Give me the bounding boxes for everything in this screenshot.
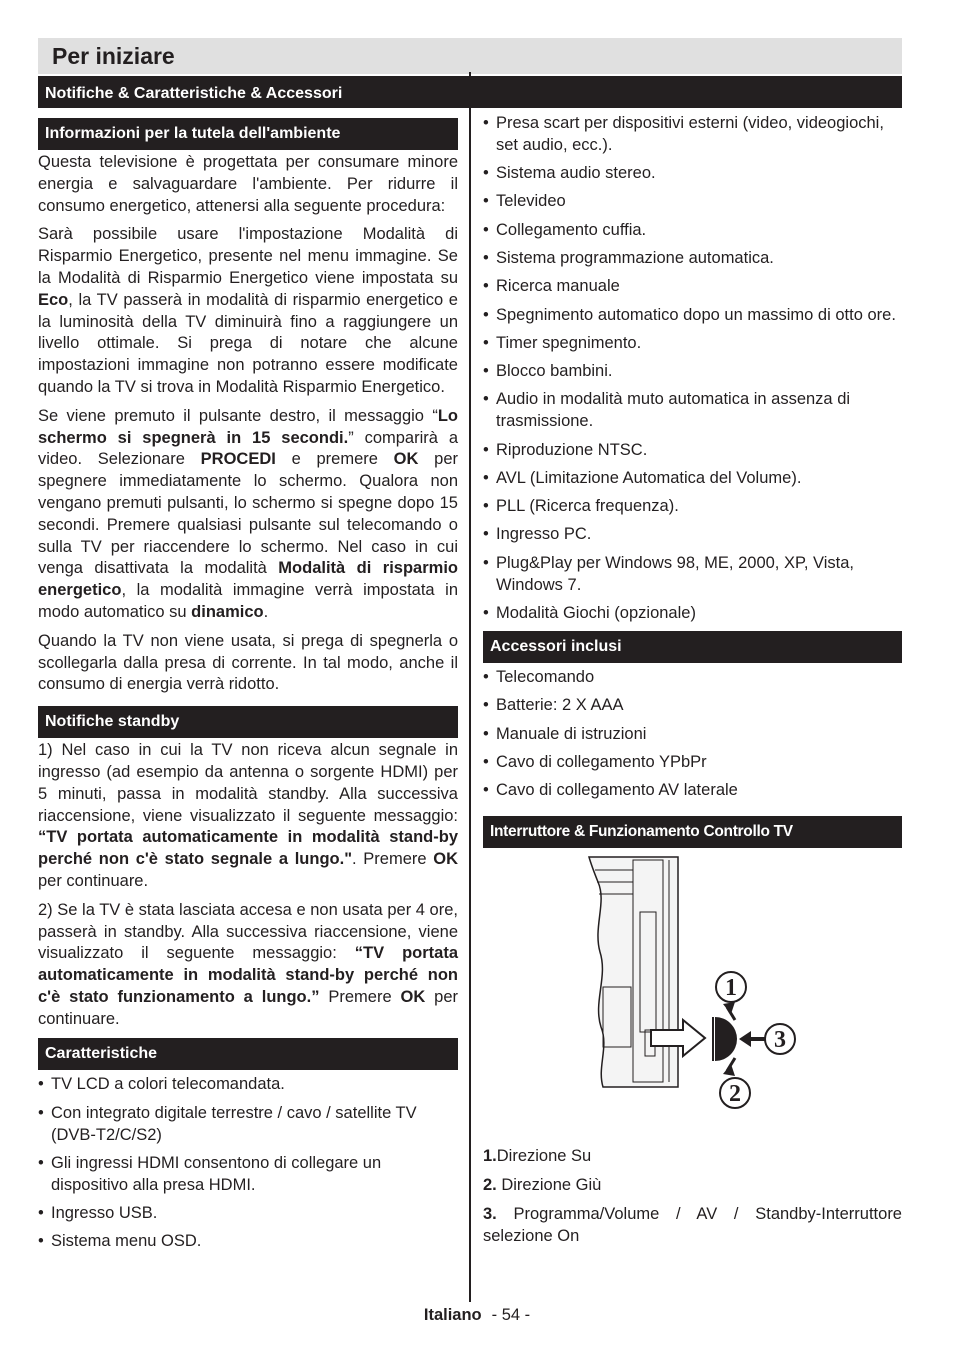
list-item: • AVL (Limitazione Automatica del Volume).: [483, 468, 902, 490]
list-item: • Sistema audio stereo.: [483, 163, 902, 185]
list-item: • Presa scart per dispositivi esterni (video, videogiochi, set audio, ecc.).: [483, 113, 902, 157]
list-item: • Ingresso PC.: [483, 524, 902, 546]
list-item: • Collegamento cuffia.: [483, 220, 902, 242]
title-bar: [38, 38, 902, 74]
column-divider: [469, 72, 471, 1302]
env-paragraph-4: Quando la TV non viene usata, si prega di spegnerla o scollegarla dalla presa di corrente. In tal modo, anche il consumo di energia verrà ridotto.: [38, 631, 458, 694]
label-1: 1: [725, 975, 737, 1002]
list-item: • Sistema menu OSD.: [38, 1231, 458, 1253]
accessories-list: [483, 667, 902, 802]
list-item: • Blocco bambini.: [483, 361, 902, 383]
list-item: • Ingresso USB.: [38, 1203, 458, 1225]
list-item: • Telecomando: [483, 667, 902, 689]
label-3: 3: [774, 1027, 786, 1054]
list-item: • TV LCD a colori telecomandata.: [38, 1074, 458, 1096]
page-number: - 54 -: [491, 1306, 531, 1324]
left-column: [38, 118, 458, 1260]
section-band-label: Notifiche & Caratteristiche & Accessori: [45, 85, 343, 102]
right-column: [483, 113, 902, 1254]
list-item: • Cavo di collegamento AV laterale: [483, 780, 902, 802]
standby-heading: Notifiche standby: [38, 706, 458, 738]
list-item: • Riproduzione NTSC.: [483, 440, 902, 462]
accessories-heading: Accessori inclusi: [483, 631, 902, 663]
standby-paragraph-2: 2) Se la TV è stata lasciata accesa e non usata per 4 ore, passerà in standby. Alla successiva riaccensione, viene visualizzato il seguente messaggio: “TV portata automaticamente in modalità stand-by perché non c'è stato funzionamento a lungo.” Premere OK per continuare.: [38, 900, 458, 1028]
list-item: • Manuale di istruzioni: [483, 724, 902, 746]
list-item: • Spegnimento automatico dopo un massimo di otto ore.: [483, 305, 902, 327]
list-item: • Televideo: [483, 191, 902, 213]
list-item: • Sistema programmazione automatica.: [483, 248, 902, 270]
list-item: • Plug&Play per Windows 98, ME, 2000, XP, Vista, Windows 7.: [483, 553, 902, 597]
page-title: Per iniziare: [52, 43, 175, 69]
footer-language: Italiano: [423, 1306, 482, 1324]
tv-control-illustration: [483, 852, 902, 1122]
tv-control-diagram: [483, 852, 902, 1142]
list-item: • Con integrato digitale terrestre / cavo / satellite TV (DVB-T2/C/S2): [38, 1103, 458, 1147]
features-heading: Caratteristiche: [38, 1038, 458, 1070]
list-item: • Audio in modalità muto automatica in assenza di trasmissione.: [483, 389, 902, 433]
features-list: [38, 1074, 458, 1253]
standby-paragraph-1: 1) Nel caso in cui la TV non riceva alcun segnale in ingresso (ad esempio da antenna o sorgente HDMI) per 5 minuti, passa in modalità standby. Alla successiva riaccensione, viene visualizzato il seguente messaggio: “TV portata automaticamente in modalità stand-by perché non c'è stato segnale a lungo.". Premere OK per continuare.: [38, 741, 458, 890]
env-paragraph-2: Sarà possibile usare l'impostazione Modalità di Risparmio Energetico, presente nel menu immagine. Se la Modalità di Risparmio Energetico viene impostata su Eco, la TV passerà in modalità di risparmio energetico e la luminosità della TV diminuirà fino a raggiungere un livello ottimale. Si prega di notare che alcune impostazioni immagine non potranno essere modificate quando la TV si trova in Modalità Risparmio Energetico.: [38, 225, 458, 396]
list-item: • Cavo di collegamento YPbPr: [483, 752, 902, 774]
list-item: • Gli ingressi HDMI consentono di collegare un dispositivo alla presa HDMI.: [38, 1153, 458, 1197]
list-item: • Timer spegnimento.: [483, 333, 902, 355]
control-3: 3. Programma/Volume / AV / Standby-Interruttore selezione On: [483, 1204, 902, 1245]
list-item: • PLL (Ricerca frequenza).: [483, 496, 902, 518]
control-1: 1.Direzione Su: [483, 1147, 592, 1166]
list-item: • Batterie: 2 X AAA: [483, 695, 902, 717]
list-item: • Modalità Giochi (opzionale): [483, 603, 902, 625]
switch-heading: Interruttore & Funzionamento Controllo TV: [483, 816, 902, 848]
env-paragraph-3: Se viene premuto il pulsante destro, il messaggio “Lo schermo si spegnerà in 15 secondi.” comparirà a video. Selezionare PROCEDI e premere OK per spegnere immediatamente lo schermo. Qualora non vengano premuti pulsanti, lo schermo si spegne dopo 15 secondi. Premere qualsiasi pulsante sul telecomando o sulla TV per riaccendere lo schermo. Nel caso in cui venga disattivata la modalità Modalità di risparmio energetico, la modalità immagine verrà impostata in modo automatico su dinamico.: [38, 406, 459, 621]
label-2: 2: [729, 1081, 741, 1108]
page-footer: [0, 1306, 954, 1325]
list-item: • Ricerca manuale: [483, 276, 902, 298]
env-heading: Informazioni per la tutela dell'ambiente: [38, 118, 458, 150]
control-2: 2. Direzione Giù: [483, 1175, 602, 1194]
features-list-continued: [483, 113, 902, 625]
env-paragraph-1: Questa televisione è progettata per consumare minore energia e salvaguardare l'ambiente. Per ridurre il consumo energetico, attenersi alla seguente procedura:: [38, 153, 458, 215]
